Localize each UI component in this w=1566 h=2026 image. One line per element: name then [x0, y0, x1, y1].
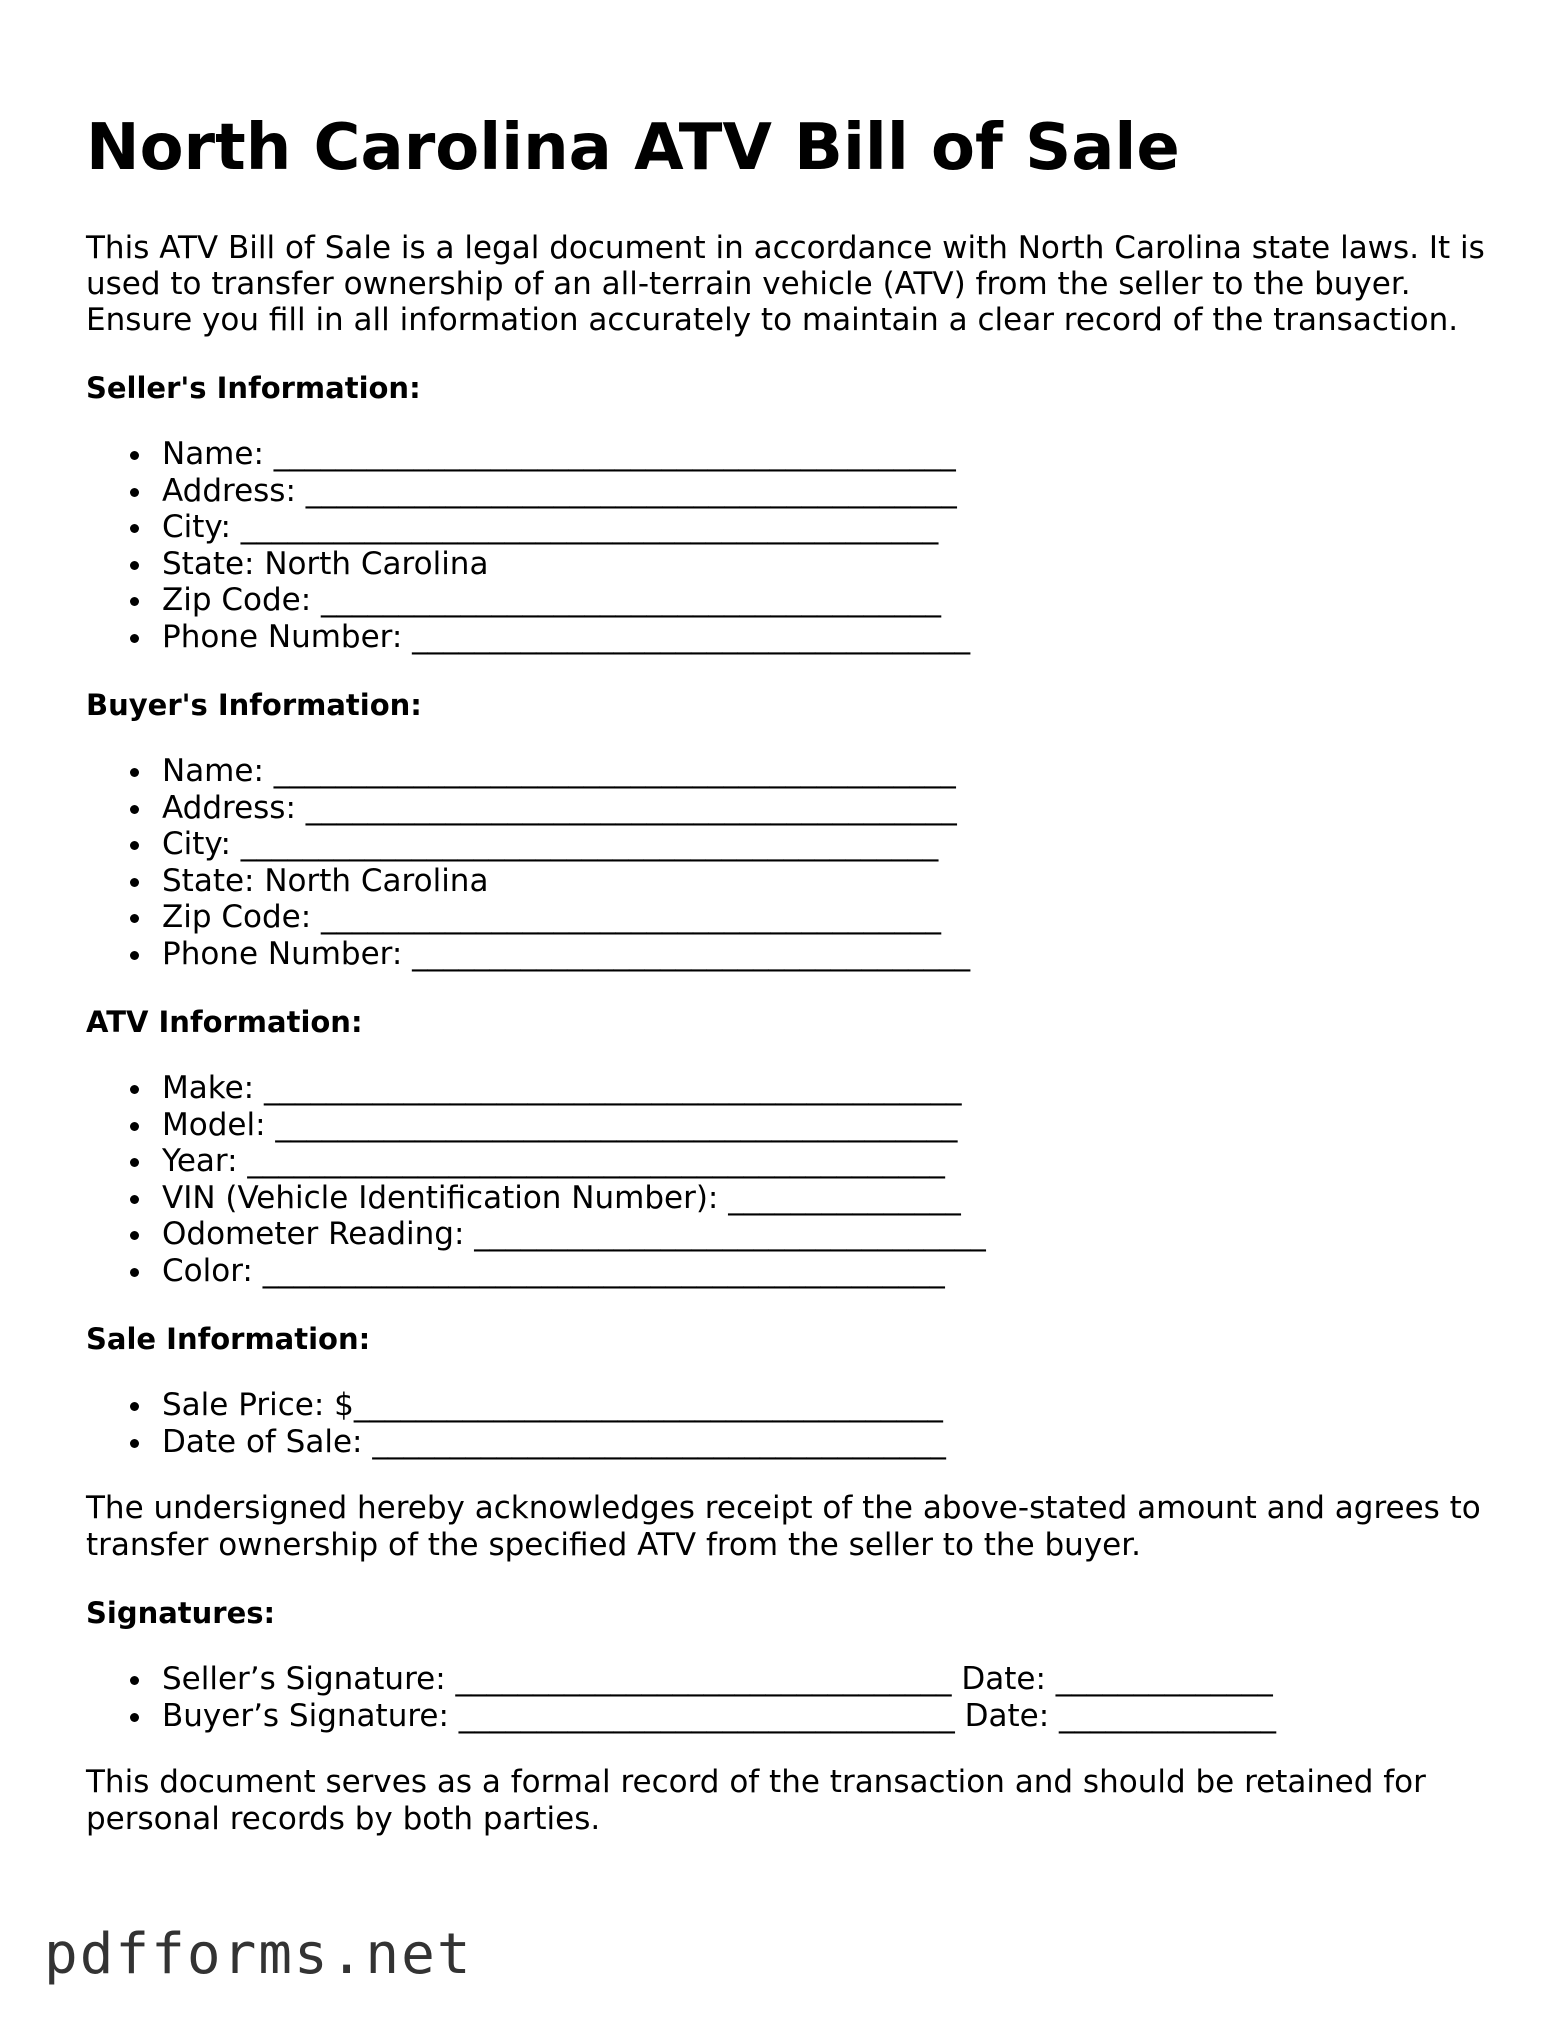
pdfforms-logo: pdfforms.net [44, 1922, 473, 1987]
atv-heading: ATV Information: [86, 1005, 363, 1039]
sale-heading: Sale Information: [86, 1322, 371, 1356]
seller-heading: Seller's Information: [86, 371, 421, 405]
atv-odometer-field: Odometer Reading: _________________________________ [162, 1216, 1486, 1253]
seller-name-field: Name: ____________________________________________ [162, 436, 1486, 473]
buyer-city-field: City: _____________________________________________ [162, 826, 1486, 863]
closing-paragraph: This document serves as a formal record of the transaction and should be retained for personal records by both parties. [86, 1764, 1426, 1837]
buyer-signature-field: Buyer’s Signature: ________________________________ Date: ______________ [162, 1698, 1486, 1735]
buyer-name-field: Name: ____________________________________________ [162, 753, 1486, 790]
document-page [86, 104, 1486, 1837]
seller-phone-field: Phone Number: ____________________________________ [162, 619, 1486, 656]
acknowledgement-paragraph: The undersigned hereby acknowledges receipt of the above-stated amount and agrees to transfer ownership of the specified ATV from the seller to the buyer. [86, 1490, 1481, 1563]
buyer-heading: Buyer's Information: [86, 688, 422, 722]
intro-paragraph: This ATV Bill of Sale is a legal document in accordance with North Carolina state laws. It is used to transfer ownership of an all-terrain vehicle (ATV) from the seller to the buyer. Ensure you fill in all information accurately to maintain a clear record of the transaction. [86, 230, 1485, 338]
buyer-fields [86, 753, 1486, 972]
seller-fields [86, 436, 1486, 655]
sale-fields [86, 1387, 1486, 1460]
atv-fields [86, 1070, 1486, 1289]
signature-fields [86, 1661, 1486, 1734]
seller-signature-field: Seller’s Signature: ________________________________ Date: ______________ [162, 1661, 1486, 1698]
atv-model-field: Model: ____________________________________________ [162, 1107, 1486, 1144]
seller-address-field: Address: __________________________________________ [162, 473, 1486, 510]
buyer-phone-field: Phone Number: ____________________________________ [162, 936, 1486, 973]
seller-zip-field: Zip Code: ________________________________________ [162, 582, 1486, 619]
atv-make-field: Make: _____________________________________________ [162, 1070, 1486, 1107]
seller-city-field: City: _____________________________________________ [162, 509, 1486, 546]
atv-color-field: Color: ____________________________________________ [162, 1253, 1486, 1290]
buyer-state-field: State: North Carolina [162, 863, 1486, 900]
signatures-heading: Signatures: [86, 1596, 276, 1630]
atv-vin-field: VIN (Vehicle Identification Number): _______________ [162, 1180, 1486, 1217]
sale-price-field: Sale Price: $______________________________________ [162, 1387, 1486, 1424]
atv-year-field: Year: _____________________________________________ [162, 1143, 1486, 1180]
seller-state-field: State: North Carolina [162, 546, 1486, 583]
buyer-zip-field: Zip Code: ________________________________________ [162, 899, 1486, 936]
page-title: North Carolina ATV Bill of Sale [86, 111, 1180, 185]
sale-date-field: Date of Sale: _____________________________________ [162, 1424, 1486, 1461]
buyer-address-field: Address: __________________________________________ [162, 790, 1486, 827]
